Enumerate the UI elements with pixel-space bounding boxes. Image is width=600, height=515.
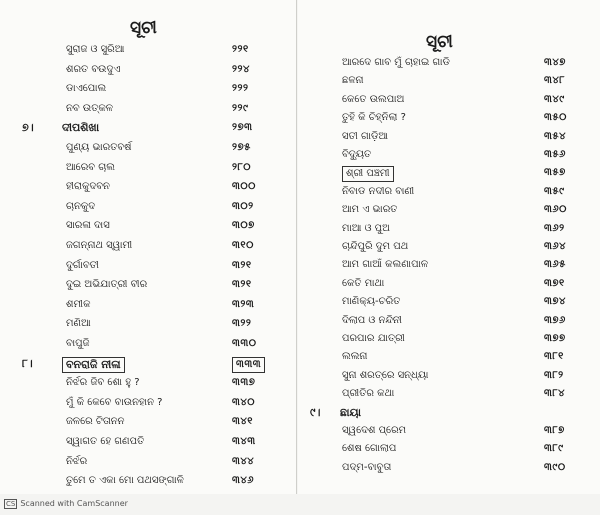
page-number: ୩୬୨ (544, 222, 565, 234)
section-title: ବନରାଜି ନୀଳା (62, 357, 125, 373)
page-number: ୩୮୨ (544, 369, 564, 381)
entry-title: ପୁଣ୍ୟ ଭାରତବର୍ଷ (66, 142, 132, 153)
page-number: ୩୧୦ (232, 240, 254, 251)
page-number: ୩୯୦ (544, 461, 566, 473)
page-number: ୩୮୧ (544, 351, 564, 363)
scanner-watermark (4, 499, 128, 509)
page-number: ୩୭୭ (544, 333, 566, 344)
page-number: ୩୭୧ (544, 277, 565, 289)
page-number: ୩୫୯ (544, 185, 565, 197)
right-page-heading: ସୂଚୀ (426, 32, 453, 52)
page-number: ୨୮୦ (232, 161, 251, 173)
entry-title: ଦୁଇ ଅଭିଯାତ୍ରୀ ବୀର (66, 279, 148, 291)
entry-title: ଆରଦେ ଗାବ ମୁଁ ଚାହାଇ ଗାଡି (342, 57, 450, 68)
page-number: ୩୪୧ (232, 416, 253, 428)
entry-title: ଚାନ୍ଦିପୁରି ଦୁମ ପଥ (342, 241, 409, 252)
page-number: ୩୮୯ (544, 443, 564, 455)
page-number: ୩୫୪ (544, 130, 567, 142)
page-number: ୩୦୨ (232, 200, 254, 212)
entry-title: ମୁଁ କି କେବେ ବାଉନହାନ ? (66, 396, 163, 408)
section-title: ଛାୟା (340, 405, 362, 419)
entry-title: ଚାନକୁଦ (66, 200, 96, 212)
left-page (0, 0, 297, 494)
scanner-text: Scanned with CamScanner (20, 499, 128, 508)
page-number: ୩୪୬ (232, 475, 255, 487)
entry-title: ଜଳରେ ଟିତାନନ (66, 416, 125, 428)
page-number: ୨୭୫ (232, 142, 251, 153)
section-number: ୮। (22, 356, 33, 370)
entry-title: ଶମୀକ (66, 298, 91, 310)
page-number: ୩୩୩ (232, 357, 265, 373)
page-number: ୨୨୨ (232, 83, 249, 95)
page-number: ୨୭୩ (232, 122, 253, 134)
entry-title: ଡାଏପୋଲ (66, 83, 107, 95)
page-number: ୩୩୦ (232, 338, 257, 349)
section-number: ୭। (22, 121, 34, 135)
entry-title: ସୁନା ଶରତ୍‌ରେ ସନ୍ଧ୍ୟା (342, 369, 429, 381)
entry-title: ଶରତ ବଉଦୁଏ (66, 63, 121, 75)
entry-title: ତୁମେ ତ ଏକା ମୋ ପଥସଙ୍ଗାଳି (66, 475, 184, 487)
entry-title: ସ୍ୱଦେଶ ପ୍ରେମ (342, 425, 407, 436)
page-number: ୩୪୯ (544, 93, 565, 105)
entry-title: ସୁରାଜ ଓ ସୁରିଆ (66, 44, 125, 55)
section-title: ଦୀପଶିଖା (62, 121, 100, 135)
left-page-heading: ସୂଚୀ (130, 18, 157, 38)
entry-title: ଆମ ଗାଆଁ କଲଣାପାଳ (342, 259, 429, 271)
page-number: ୩୭୪ (544, 296, 566, 308)
page-number: ୩୪୪ (232, 455, 255, 467)
entry-title: ଶେଷ ଗୋଲାପ (342, 443, 397, 455)
page-number: ୩୪୭ (544, 57, 566, 68)
entry-title: ଦିଲାପ ଓ ନନ୍ଦିନୀ (342, 314, 402, 326)
entry-title: ଆରେବ ଚାଲ (66, 161, 115, 173)
page-number: ୩୬୪ (544, 241, 567, 252)
entry-title: କେତି ମାଥା (342, 277, 385, 289)
section-number: ୯। (310, 405, 321, 419)
entry-title: ସତୀ ଗାଡ଼ିଆ (342, 130, 389, 142)
entry-title: ନିବାଡ ନଦୀର ବାଣୀ (342, 185, 415, 197)
page-number: ୩୫୦ (544, 112, 567, 124)
entry-title: ନିର୍ଝର (66, 455, 88, 467)
entry-title: ପରପାର ଯାତ୍ରୀ (342, 333, 405, 344)
entry-title: ପ୍ରୀତିର କଥା (342, 388, 395, 400)
page-number: ୩୭୬ (544, 314, 566, 326)
entry-title: ଜଗନ୍ନାଥ ସ୍ୱାମୀ (66, 240, 133, 251)
page-number: ୩୨୩ (232, 298, 255, 310)
page-number: ୩୦୦ (232, 181, 256, 193)
entry-title: ବାପୁଜି (66, 338, 90, 349)
page-number: ୩୩୭ (232, 377, 256, 389)
entry-title: ନିର୍ଝର ଜିବ ଶୋ ହୁ ? (66, 377, 140, 389)
right-page (298, 0, 600, 494)
page-number: ୩୪୮ (544, 75, 565, 87)
entry-title: ହୀରାକୁଦବନ (66, 181, 110, 193)
entry-title: ମାଆ ଓ ପୁଅ (342, 222, 391, 234)
entry-title: ନବ ଉତ୍କଳ (66, 102, 113, 114)
entry-title: ପଦ୍ମ-ବାବୁତା (342, 461, 392, 473)
camscanner-logo-icon: CS (6, 500, 16, 508)
page-number: ୩୬୦ (544, 204, 567, 216)
entry-title: ସାରଳା ଦାସ (66, 220, 110, 232)
page-number: ୩୨୨ (232, 318, 252, 330)
entry-title: ଆମ ଏ ଭାରତ (342, 204, 398, 216)
page-number: ୩୨୧ (232, 279, 252, 291)
page-number: ୩୪୦ (232, 396, 256, 408)
entry-title: ବିଦ୍ୟୁତ (342, 149, 372, 160)
entry-title: ମଣିଆ (66, 318, 91, 330)
page-number: ୩୮୭ (544, 425, 565, 436)
page-number: ୩୫୭ (544, 167, 566, 179)
entry-title: ତୁହି କି ଚିହ୍ନିଲା ? (342, 112, 406, 124)
entry-title: ସ୍ୱାଗତ ହେ ଗଣପତି (66, 436, 145, 447)
page-number: ୨୨୧ (232, 44, 249, 55)
page-number: ୩୪୩ (232, 436, 256, 447)
entry-title: କେତେ ଉଲପାଅ (342, 93, 405, 105)
page-number: ୩୬୫ (544, 259, 566, 271)
entry-title: ଶ୍ରୀ ପଞ୍ଚମୀ (342, 166, 394, 182)
page-number: ୩୦୭ (232, 220, 255, 232)
page-number: ୨୨୯ (232, 102, 249, 114)
entry-title: ଦୁର୍ଗାବତୀ (66, 259, 99, 271)
page-number: ୩୮୪ (544, 388, 565, 400)
entry-title: ମାଣିକ୍ୟ-ଚରିତ (342, 296, 401, 308)
entry-title: ଛଳନା (342, 75, 364, 87)
page-number: ୨୨୪ (232, 63, 250, 75)
page-number: ୩୨୧ (232, 259, 252, 271)
page-number: ୩୫୬ (544, 149, 566, 160)
entry-title: ଲଲନା (342, 351, 368, 363)
